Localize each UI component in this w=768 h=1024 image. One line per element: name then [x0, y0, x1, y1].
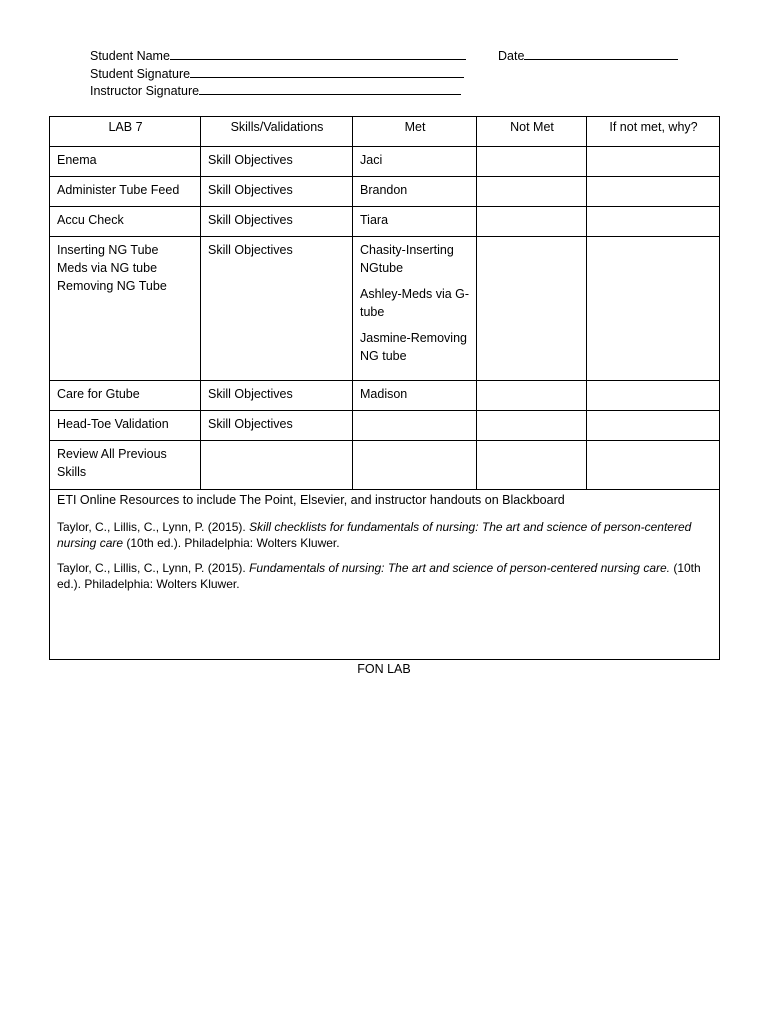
- student-signature-blank[interactable]: [190, 65, 464, 78]
- resources-cell: [50, 490, 720, 660]
- table-row: [50, 237, 720, 381]
- column-header: Met: [353, 117, 477, 147]
- met-cell: [353, 381, 477, 411]
- met-name: Ashley-Meds via G-tube: [360, 287, 470, 319]
- skills-cell: Skill Objectives: [201, 207, 353, 237]
- table-row: [50, 441, 720, 490]
- why-cell[interactable]: [587, 147, 720, 177]
- not-met-cell[interactable]: [477, 177, 587, 207]
- not-met-cell[interactable]: [477, 441, 587, 490]
- met-cell: [353, 207, 477, 237]
- lab-item: Administer Tube Feed: [57, 183, 180, 197]
- why-cell[interactable]: [587, 441, 720, 490]
- table-row: [50, 381, 720, 411]
- met-name: Madison: [360, 387, 408, 401]
- lab-cell: [50, 381, 201, 411]
- skills-cell: Skill Objectives: [201, 237, 353, 381]
- not-met-cell[interactable]: [477, 147, 587, 177]
- lab-item: Removing NG Tube: [57, 279, 167, 293]
- student-name-label: Student Name: [90, 49, 170, 63]
- lab-item: Review All Previous Skills: [57, 447, 167, 479]
- met-cell: [353, 237, 477, 381]
- column-header: LAB 7: [50, 117, 201, 147]
- lab-item: Accu Check: [57, 213, 124, 227]
- form-header: [90, 47, 710, 100]
- skills-cell: Skill Objectives: [201, 381, 353, 411]
- table-row: [50, 207, 720, 237]
- not-met-cell[interactable]: [477, 381, 587, 411]
- lab-cell: [50, 411, 201, 441]
- footer-label: FON LAB: [357, 662, 411, 676]
- date-label: Date: [498, 49, 525, 63]
- reference-2-authors: Taylor, C., Lillis, C., Lynn, P. (2015).: [57, 561, 250, 575]
- column-header: Skills/Validations: [201, 117, 353, 147]
- met-cell: [353, 177, 477, 207]
- reference-2: [57, 560, 713, 592]
- lab-cell: [50, 177, 201, 207]
- met-cell: [353, 441, 477, 490]
- not-met-cell[interactable]: [477, 411, 587, 441]
- table-row: [50, 147, 720, 177]
- table-header-row: [50, 117, 720, 147]
- lab-item: Enema: [57, 153, 97, 167]
- column-header: If not met, why?: [587, 117, 720, 147]
- not-met-cell[interactable]: [477, 207, 587, 237]
- lab-item: Head-Toe Validation: [57, 417, 169, 431]
- skills-cell: Skill Objectives: [201, 411, 353, 441]
- met-name: Tiara: [360, 213, 389, 227]
- skills-cell: Skill Objectives: [201, 147, 353, 177]
- instructor-signature-label: Instructor Signature: [90, 84, 200, 98]
- instructor-signature-blank[interactable]: [199, 82, 461, 95]
- reference-1: [57, 519, 713, 551]
- met-name: Chasity-Inserting NGtube: [360, 243, 454, 275]
- lab-item: Inserting NG Tube: [57, 243, 159, 257]
- lab-item: Meds via NG tube: [57, 261, 158, 275]
- student-name-blank[interactable]: [170, 47, 466, 60]
- reference-1-rest: (10th ed.). Philadelphia: Wolters Kluwer.: [123, 536, 340, 550]
- met-name: Brandon: [360, 183, 408, 197]
- student-signature-label: Student Signature: [90, 66, 191, 81]
- skills-cell: [201, 441, 353, 490]
- why-cell[interactable]: [587, 411, 720, 441]
- lab-cell: [50, 441, 201, 490]
- student-signature-line: [90, 65, 710, 83]
- reference-1-authors: Taylor, C., Lillis, C., Lynn, P. (2015).: [57, 520, 250, 534]
- met-cell: [353, 147, 477, 177]
- reference-1-title: Skill checklists for fundamentals of nursing: The art and science of person-centered nursing care: [57, 520, 692, 550]
- why-cell[interactable]: [587, 207, 720, 237]
- met-name: Jaci: [360, 153, 383, 167]
- why-cell[interactable]: [587, 381, 720, 411]
- reference-2-rest: (10th ed.). Philadelphia: Wolters Kluwer.: [57, 561, 701, 591]
- column-header: Not Met: [477, 117, 587, 147]
- table-row: [50, 177, 720, 207]
- table-row: [50, 411, 720, 441]
- skills-cell: Skill Objectives: [201, 177, 353, 207]
- student-name-line: [90, 47, 710, 65]
- lab-checklist-table: [49, 116, 720, 660]
- met-name: Jasmine-Removing NG tube: [360, 331, 467, 363]
- not-met-cell[interactable]: [477, 237, 587, 381]
- why-cell[interactable]: [587, 177, 720, 207]
- instructor-signature-line: [90, 82, 710, 100]
- date-line: [498, 47, 678, 66]
- met-cell: [353, 411, 477, 441]
- reference-2-title: Fundamentals of nursing: The art and science of person-centered nursing care.: [249, 561, 670, 575]
- lab-cell: [50, 237, 201, 381]
- resources-line: ETI Online Resources to include The Point, Elsevier, and instructor handouts on Blackboard: [57, 493, 565, 507]
- lab-cell: [50, 147, 201, 177]
- date-blank[interactable]: [524, 47, 678, 60]
- resources-row: [50, 490, 720, 660]
- lab-cell: [50, 207, 201, 237]
- lab-item: Care for Gtube: [57, 387, 140, 401]
- why-cell[interactable]: [587, 237, 720, 381]
